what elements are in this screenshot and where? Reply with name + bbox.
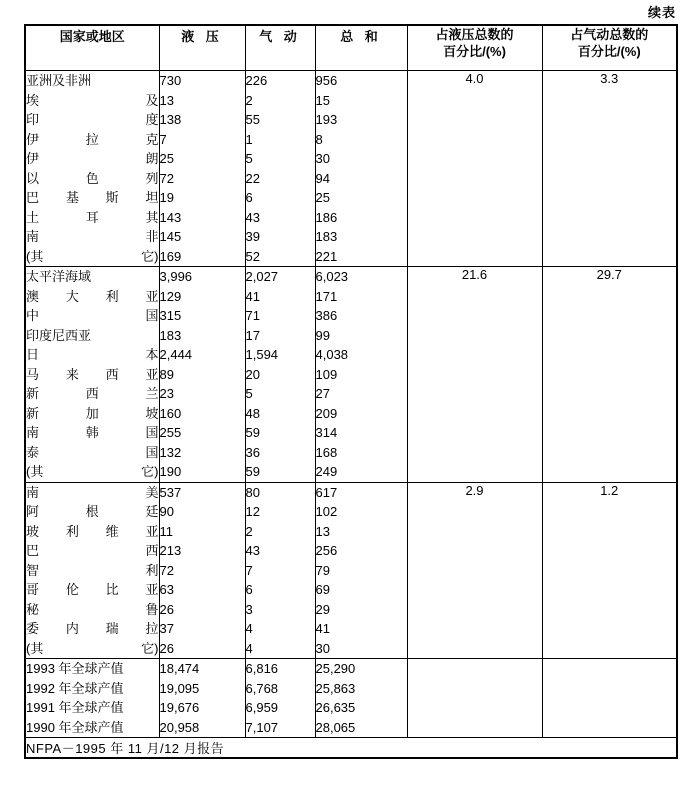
total-value: 94 [315,170,330,186]
region-name: 新 西 兰 [26,386,159,401]
region-name-cell [25,482,159,659]
total-value: 15 [315,92,330,108]
region-name: 以 色 列 [26,170,159,186]
hydraulic-value: 213 [159,543,182,558]
total-value: 209 [315,405,338,421]
region-name: 南 韩 国 [26,425,159,440]
total-value: 956 [315,73,338,88]
col-header-pct-hydraulic-line2: 百分比/(%) [443,44,506,59]
total-cell [315,267,407,483]
region-name: 玻 利 维 亚 [26,523,159,539]
totals-pct-hydraulic-cell [407,659,542,738]
hydraulic-value: 89 [159,366,174,382]
pct-pneumatic-cell [542,71,677,267]
global-totals-row [25,659,677,738]
totals-pneumatic-value: 7,107 [245,719,279,735]
region-name: 太平洋海域 [26,269,92,284]
totals-label-cell [25,659,159,738]
region-group-row [25,482,677,659]
total-value: 183 [315,229,338,244]
pneumatic-value: 36 [245,444,260,460]
source-note: NFPA－1995 年 11 月/12 月报告 [25,738,677,759]
pct-hydraulic-value: 4.0 [465,71,484,86]
pneumatic-cell [245,71,315,267]
region-name: 委 内 瑞 拉 [26,621,159,636]
statistics-table [24,24,678,759]
hydraulic-value: 19 [159,190,174,205]
totals-total-cell [315,659,407,738]
region-name: 埃 及 [26,92,159,108]
total-value: 168 [315,444,338,460]
total-value: 41 [315,621,330,636]
pneumatic-value: 22 [245,170,260,186]
totals-label: 1991 年全球产值 [26,700,124,715]
hydraulic-value: 145 [159,229,182,244]
totals-label: 1993 年全球产值 [26,661,124,676]
total-value: 386 [315,308,338,323]
totals-total-value: 25,290 [315,661,356,676]
pneumatic-value: 2,027 [245,269,279,284]
region-name: 亚洲及非洲 [26,73,92,88]
pneumatic-value: 6 [245,190,253,205]
total-value: 256 [315,543,338,558]
region-name: 巴 基 斯 坦 [26,190,159,205]
region-name: 马 来 西 亚 [26,366,159,382]
hydraulic-value: 63 [159,582,174,597]
total-value: 617 [315,484,338,500]
pneumatic-value: 43 [245,543,260,558]
table-header-row [25,25,677,71]
region-name: 秘 鲁 [26,601,159,617]
region-name: 阿 根 廷 [26,504,159,519]
pneumatic-value: 48 [245,405,260,421]
hydraulic-cell [159,71,245,267]
totals-label: 1992 年全球产值 [26,680,124,696]
total-value: 109 [315,366,338,382]
pneumatic-value: 52 [245,248,260,264]
totals-pneumatic-value: 6,816 [245,661,279,676]
hydraulic-value: 160 [159,405,182,421]
pneumatic-value: 2 [245,523,253,539]
region-name: 澳 大 利 亚 [26,288,159,304]
hydraulic-value: 129 [159,288,182,304]
pneumatic-value: 59 [245,464,260,479]
total-cell [315,71,407,267]
region-name-cell [25,71,159,267]
hydraulic-value: 25 [159,151,174,166]
region-name: 巴 西 [26,543,159,558]
totals-pneumatic-value: 6,768 [245,680,279,696]
total-value: 4,038 [315,347,349,362]
total-value: 8 [315,131,323,147]
region-name: 土 耳 其 [26,209,159,225]
region-name: (其 它) [26,248,159,264]
hydraulic-value: 72 [159,170,174,186]
col-header-pct-pneumatic-line1: 占气动总数的 [570,27,649,42]
totals-pneumatic-value: 6,959 [245,700,279,715]
hydraulic-value: 11 [159,523,173,539]
hydraulic-value: 13 [159,92,174,108]
total-value: 25 [315,190,330,205]
col-header-pct-hydraulic [407,25,542,71]
totals-hydraulic-value: 19,676 [159,700,200,715]
pneumatic-value: 5 [245,386,253,401]
total-value: 79 [315,562,330,578]
pneumatic-value: 7 [245,562,253,578]
hydraulic-value: 190 [159,464,182,479]
totals-hydraulic-cell [159,659,245,738]
pneumatic-cell [245,267,315,483]
continued-label: 续表 [647,5,676,20]
hydraulic-value: 183 [159,327,182,343]
hydraulic-value: 7 [159,131,167,147]
hydraulic-value: 315 [159,308,182,323]
totals-pneumatic-cell [245,659,315,738]
region-name: 伊 朗 [26,151,159,166]
col-header-pct-pneumatic-line2: 百分比/(%) [577,44,641,59]
region-name: 伊 拉 克 [26,131,159,147]
col-header-total: 总 和 [315,25,407,71]
hydraulic-value: 132 [159,444,182,460]
pneumatic-value: 12 [245,504,260,519]
col-header-pneumatic: 气 动 [245,25,315,71]
pneumatic-value: 1,594 [245,347,279,362]
total-value: 221 [315,248,338,264]
pneumatic-value: 71 [245,308,260,323]
hydraulic-value: 169 [159,248,182,264]
total-value: 30 [315,640,330,656]
source-note-row [25,738,677,759]
hydraulic-value: 2,444 [159,347,193,362]
totals-total-value: 28,065 [315,719,356,735]
total-value: 69 [315,582,330,597]
totals-total-value: 26,635 [315,700,356,715]
region-name: 南 非 [26,229,159,244]
pneumatic-value: 3 [245,601,253,617]
region-name: 日 本 [26,347,159,362]
totals-hydraulic-value: 19,095 [159,680,200,696]
hydraulic-cell [159,267,245,483]
pneumatic-value: 39 [245,229,260,244]
hydraulic-value: 138 [159,112,182,127]
pct-hydraulic-value: 2.9 [465,482,484,498]
total-value: 171 [315,288,338,304]
pct-pneumatic-cell [542,267,677,483]
hydraulic-value: 90 [159,504,174,519]
region-group-row [25,267,677,483]
pct-pneumatic-cell [542,482,677,659]
pneumatic-value: 5 [245,151,253,166]
col-header-region: 国家或地区 [25,25,159,71]
total-value: 99 [315,327,330,343]
hydraulic-value: 26 [159,640,174,656]
totals-label: 1990 年全球产值 [26,719,124,735]
col-header-pct-pneumatic [542,25,677,71]
region-name: 哥 伦 比 亚 [26,582,159,597]
region-name: (其 它) [26,464,159,479]
totals-total-value: 25,863 [315,680,356,696]
pct-pneumatic-value: 1.2 [600,482,619,498]
pneumatic-value: 80 [245,484,260,500]
region-name: 智 利 [26,562,159,578]
pneumatic-value: 1 [245,131,253,147]
total-cell [315,482,407,659]
hydraulic-value: 3,996 [159,269,193,284]
pneumatic-cell [245,482,315,659]
pct-hydraulic-value: 21.6 [461,267,488,282]
pneumatic-value: 17 [245,327,260,343]
region-name: 印 度 [26,112,159,127]
pneumatic-value: 20 [245,366,260,382]
total-value: 30 [315,151,330,166]
total-value: 13 [315,523,330,539]
pneumatic-value: 226 [245,73,268,88]
hydraulic-value: 537 [159,484,182,500]
region-name: 南 美 [26,484,159,500]
pct-pneumatic-value: 29.7 [596,267,622,282]
total-value: 249 [315,464,338,479]
total-value: 27 [315,386,330,401]
pneumatic-value: 59 [245,425,260,440]
pneumatic-value: 4 [245,621,253,636]
col-header-hydraulic: 液 压 [159,25,245,71]
table-body [25,71,677,759]
pneumatic-value: 4 [245,640,253,656]
pneumatic-value: 2 [245,92,253,108]
hydraulic-value: 730 [159,73,182,88]
pct-hydraulic-cell [407,482,542,659]
region-name: (其 它) [26,640,159,656]
totals-pct-pneumatic-cell [542,659,677,738]
hydraulic-value: 26 [159,601,174,617]
pneumatic-value: 55 [245,112,260,127]
hydraulic-value: 72 [159,562,174,578]
total-value: 6,023 [315,269,349,284]
region-name-cell [25,267,159,483]
total-value: 102 [315,504,338,519]
col-header-pct-hydraulic-line1: 占液压总数的 [435,27,514,42]
pneumatic-value: 6 [245,582,253,597]
totals-hydraulic-value: 18,474 [159,661,200,676]
region-group-row [25,71,677,267]
total-value: 193 [315,112,338,127]
hydraulic-cell [159,482,245,659]
hydraulic-value: 23 [159,386,174,401]
pneumatic-value: 41 [245,288,260,304]
region-name: 泰 国 [26,444,159,460]
hydraulic-value: 143 [159,209,182,225]
region-name: 新 加 坡 [26,405,159,421]
hydraulic-value: 37 [159,621,174,636]
pct-hydraulic-cell [407,71,542,267]
region-name: 印度尼西亚 [26,327,92,343]
pct-hydraulic-cell [407,267,542,483]
pneumatic-value: 43 [245,209,260,225]
total-value: 314 [315,425,338,440]
totals-hydraulic-value: 20,958 [159,719,200,735]
hydraulic-value: 255 [159,425,182,440]
pct-pneumatic-value: 3.3 [600,71,619,86]
total-value: 29 [315,601,330,617]
region-name: 中 国 [26,308,159,323]
total-value: 186 [315,209,338,225]
